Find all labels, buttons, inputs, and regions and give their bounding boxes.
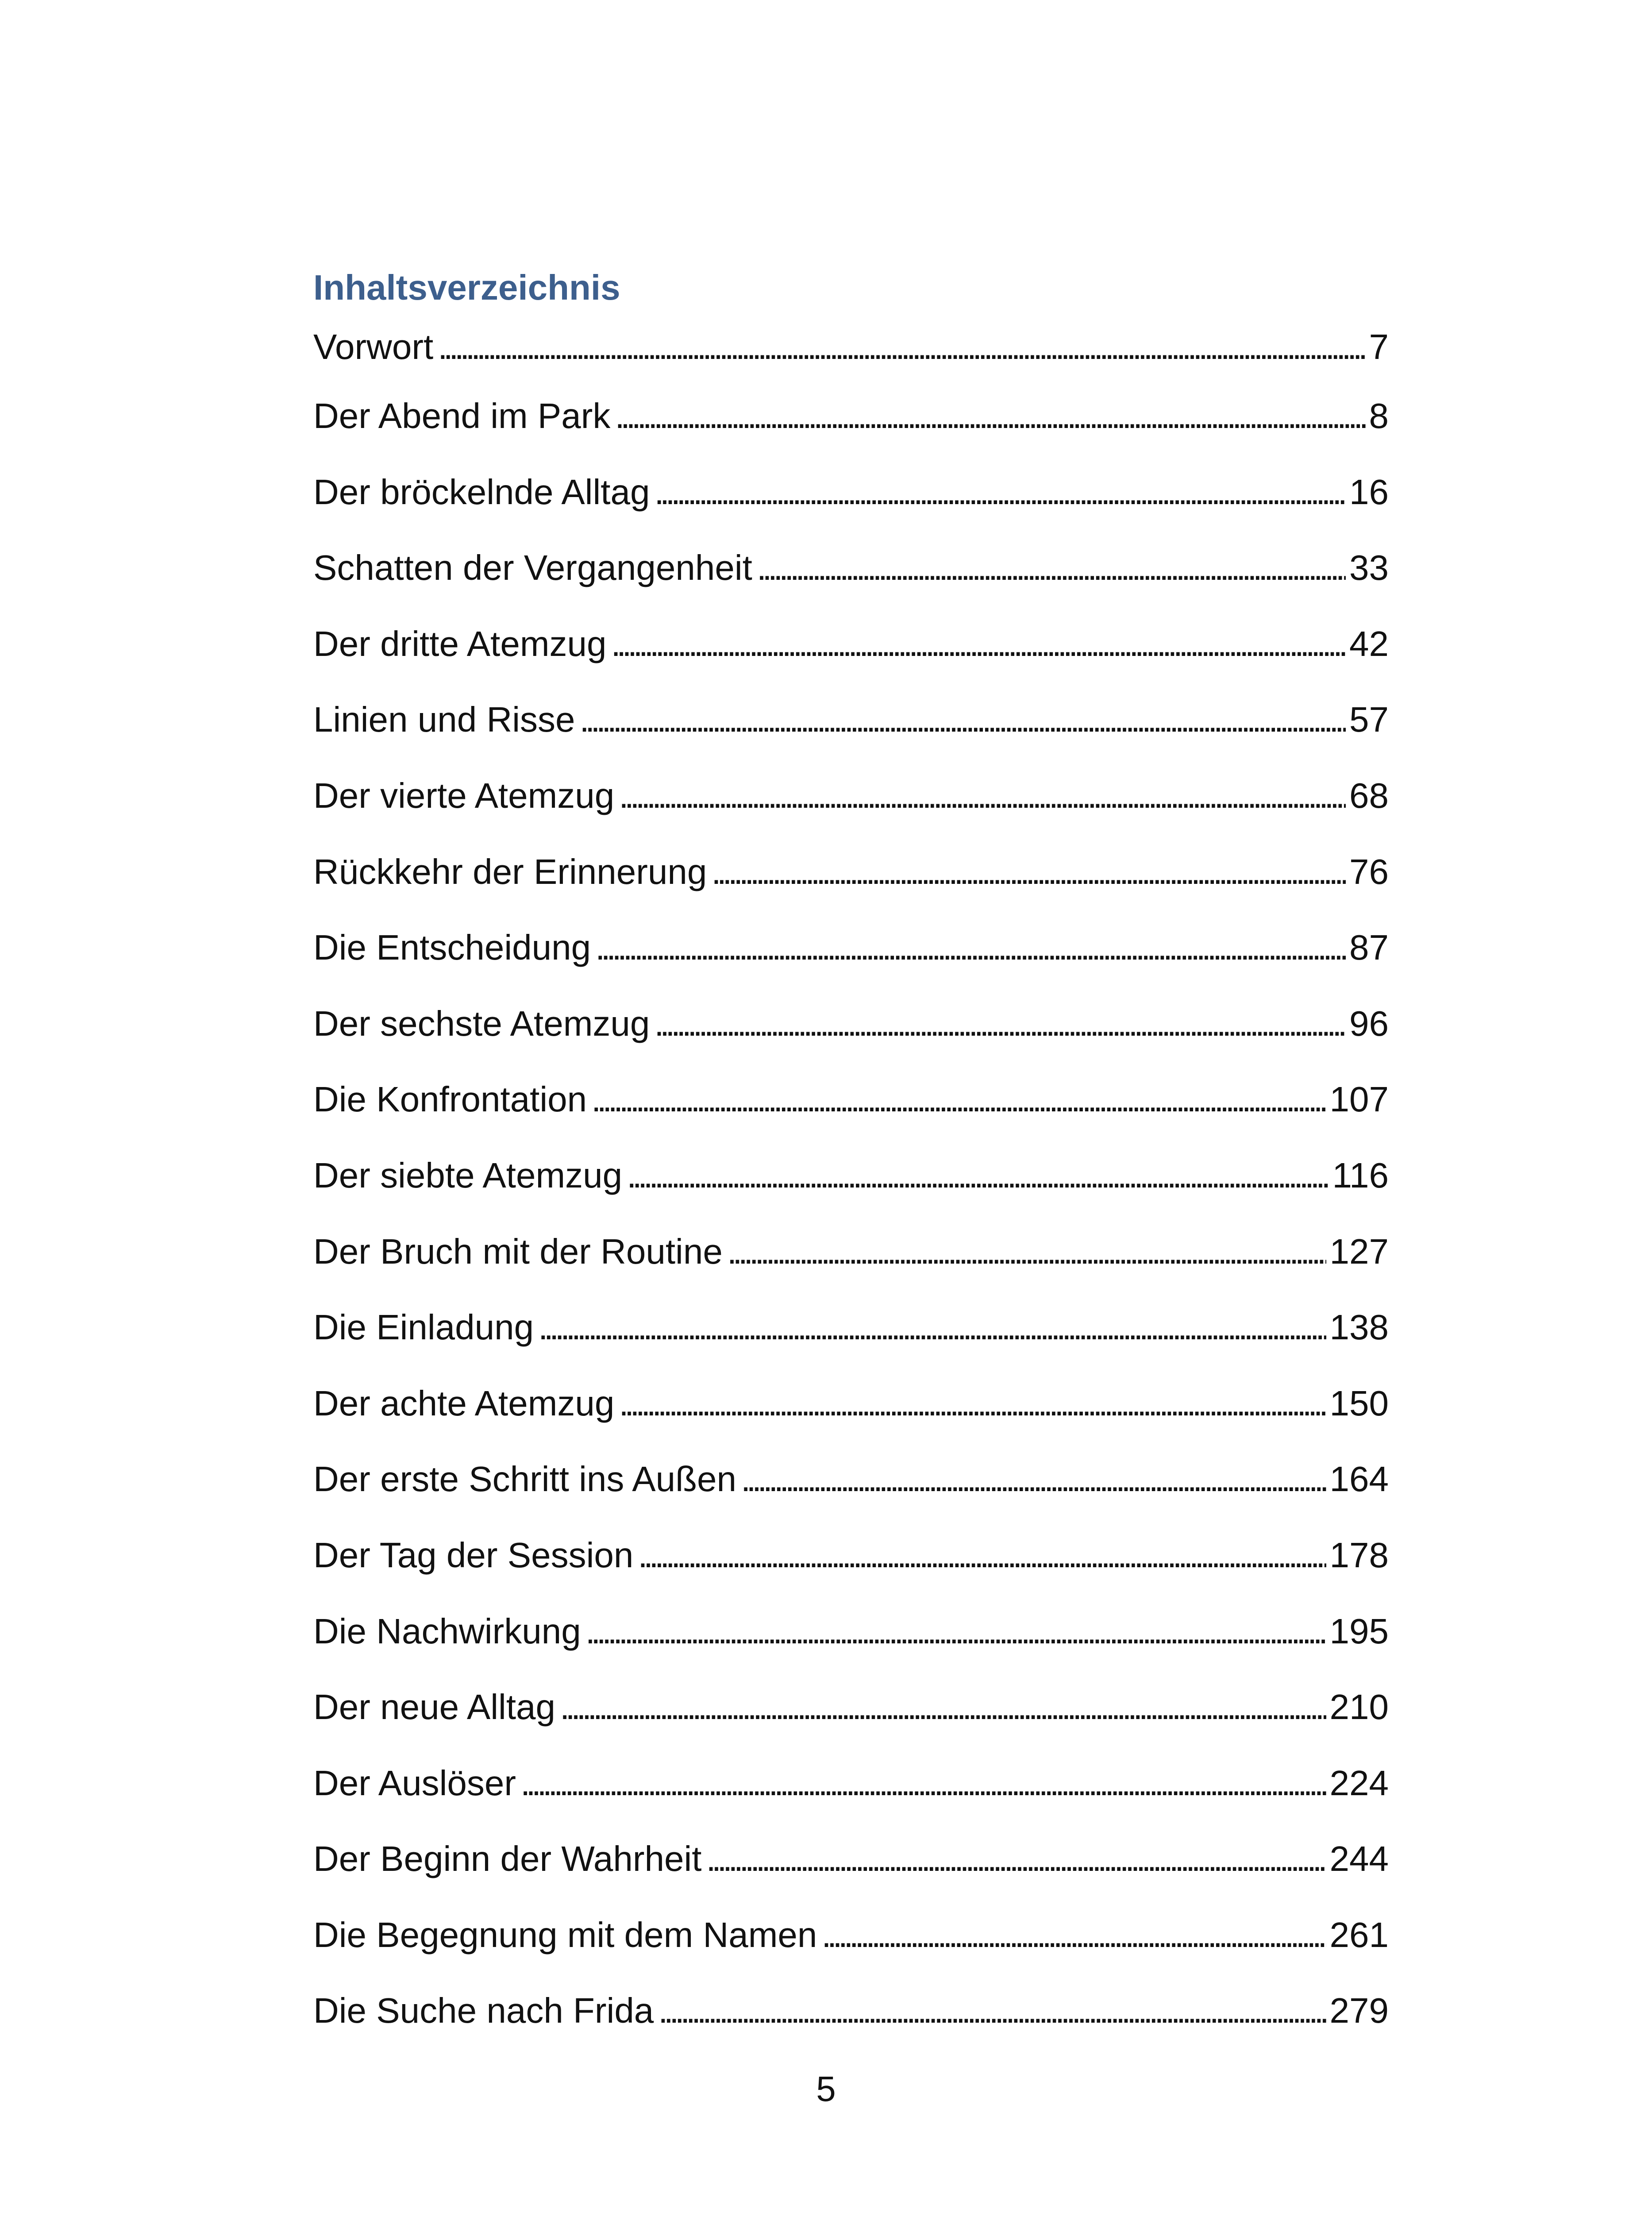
dot-leader: [627, 1137, 1329, 1214]
dot-leader: [585, 1593, 1326, 1669]
toc-entry-title: Der bröckelnde Alltag: [313, 472, 650, 512]
toc-entry[interactable]: [313, 1214, 1389, 1290]
page-number: 5: [816, 2069, 836, 2109]
toc-entry[interactable]: [313, 1441, 1389, 1517]
toc-entry[interactable]: [313, 1821, 1389, 1897]
toc-entry[interactable]: [313, 454, 1389, 530]
toc-entry-title: Der Beginn der Wahrheit: [313, 1839, 702, 1879]
toc-entry-page: 210: [1329, 1687, 1389, 1727]
toc-entry-title: Die Begegnung mit dem Namen: [313, 1915, 817, 1955]
toc-entry[interactable]: [313, 1669, 1389, 1745]
toc-entry-page: 87: [1349, 928, 1389, 968]
toc-entry-page: 68: [1349, 775, 1389, 815]
toc-entry[interactable]: [313, 1973, 1389, 2049]
dot-leader: [821, 1897, 1326, 1973]
toc-entry-title: Die Entscheidung: [313, 928, 591, 968]
toc-entry-page: 107: [1329, 1080, 1389, 1119]
toc-entry[interactable]: [313, 834, 1389, 910]
toc-entry-page: 96: [1349, 1003, 1389, 1043]
dot-leader: [706, 1821, 1326, 1897]
toc-entry-title: Die Einladung: [313, 1307, 534, 1347]
dot-leader: [727, 1214, 1326, 1290]
toc-entry-title: Die Nachwirkung: [313, 1611, 581, 1651]
toc-entry[interactable]: [313, 530, 1389, 606]
toc-entry-title: Rückkehr der Erinnerung: [313, 852, 707, 891]
dot-leader: [560, 1669, 1326, 1745]
toc-entry[interactable]: [313, 1897, 1389, 1973]
toc-entry-title: Linien und Risse: [313, 700, 575, 740]
toc-entry-title: Der Abend im Park: [313, 396, 611, 436]
dot-leader: [741, 1441, 1326, 1517]
toc-entry-page: 138: [1329, 1307, 1389, 1347]
table-of-contents: [313, 259, 1389, 2049]
toc-entry-page: 116: [1332, 1155, 1389, 1195]
dot-leader: [654, 986, 1346, 1062]
toc-entry-page: 178: [1329, 1535, 1389, 1575]
toc-entry[interactable]: [313, 1289, 1389, 1365]
toc-entry-title: Der Bruch mit der Routine: [313, 1231, 723, 1271]
toc-entry-page: 33: [1349, 548, 1389, 588]
dot-leader: [658, 1973, 1326, 2049]
toc-entry[interactable]: [313, 1517, 1389, 1593]
toc-entry-page: 195: [1329, 1611, 1389, 1651]
toc-entry-title: Der Tag der Session: [313, 1535, 634, 1575]
toc-list: [313, 316, 1389, 2049]
toc-entry-title: Der dritte Atemzug: [313, 624, 607, 663]
toc-entry[interactable]: [313, 1137, 1389, 1214]
toc-entry[interactable]: [313, 1365, 1389, 1442]
dot-leader: [591, 1061, 1326, 1137]
toc-entry-page: 76: [1349, 852, 1389, 891]
dot-leader: [757, 530, 1346, 606]
dot-leader: [615, 378, 1365, 454]
toc-entry[interactable]: [313, 682, 1389, 758]
toc-entry-page: 244: [1329, 1839, 1389, 1879]
dot-leader: [438, 316, 1365, 378]
toc-entry-title: Der erste Schritt ins Außen: [313, 1459, 736, 1499]
dot-leader: [538, 1289, 1326, 1365]
toc-entry-title: Der neue Alltag: [313, 1687, 556, 1727]
toc-entry-page: 127: [1329, 1231, 1389, 1271]
toc-entry-title: Die Suche nach Frida: [313, 1991, 654, 2031]
toc-entry[interactable]: [313, 1061, 1389, 1137]
toc-entry-page: 261: [1329, 1915, 1389, 1955]
toc-entry-title: Vorwort: [313, 327, 434, 366]
toc-entry-page: 279: [1329, 1991, 1389, 2031]
toc-entry[interactable]: [313, 986, 1389, 1062]
toc-entry-page: 42: [1349, 624, 1389, 663]
dot-leader: [711, 834, 1346, 910]
dot-leader: [638, 1517, 1326, 1593]
dot-leader: [619, 758, 1346, 834]
toc-entry-title: Der sechste Atemzug: [313, 1003, 650, 1043]
dot-leader: [654, 454, 1346, 530]
toc-entry-title: Der achte Atemzug: [313, 1383, 615, 1423]
toc-heading: Inhaltsverzeichnis: [313, 268, 620, 307]
dot-leader: [595, 910, 1346, 986]
toc-entry-title: Die Konfrontation: [313, 1080, 587, 1119]
dot-leader: [520, 1745, 1326, 1821]
dot-leader: [611, 606, 1346, 682]
toc-entry[interactable]: [313, 316, 1389, 378]
toc-entry-page: 57: [1349, 700, 1389, 740]
toc-entry[interactable]: [313, 378, 1389, 454]
dot-leader: [619, 1365, 1326, 1442]
toc-entry[interactable]: [313, 910, 1389, 986]
toc-entry-page: 164: [1329, 1459, 1389, 1499]
toc-entry[interactable]: [313, 606, 1389, 682]
toc-entry[interactable]: [313, 1745, 1389, 1821]
toc-entry-page: 8: [1369, 396, 1389, 436]
toc-entry-title: Der siebte Atemzug: [313, 1155, 623, 1195]
toc-entry-page: 224: [1329, 1763, 1389, 1803]
toc-entry-title: Der Auslöser: [313, 1763, 516, 1803]
toc-entry[interactable]: [313, 1593, 1389, 1669]
toc-entry-title: Der vierte Atemzug: [313, 775, 615, 815]
toc-entry-page: 7: [1369, 327, 1389, 366]
toc-entry-page: 150: [1329, 1383, 1389, 1423]
toc-entry-page: 16: [1349, 472, 1389, 512]
toc-entry-title: Schatten der Vergangenheit: [313, 548, 752, 588]
toc-entry[interactable]: [313, 758, 1389, 834]
dot-leader: [579, 682, 1346, 758]
